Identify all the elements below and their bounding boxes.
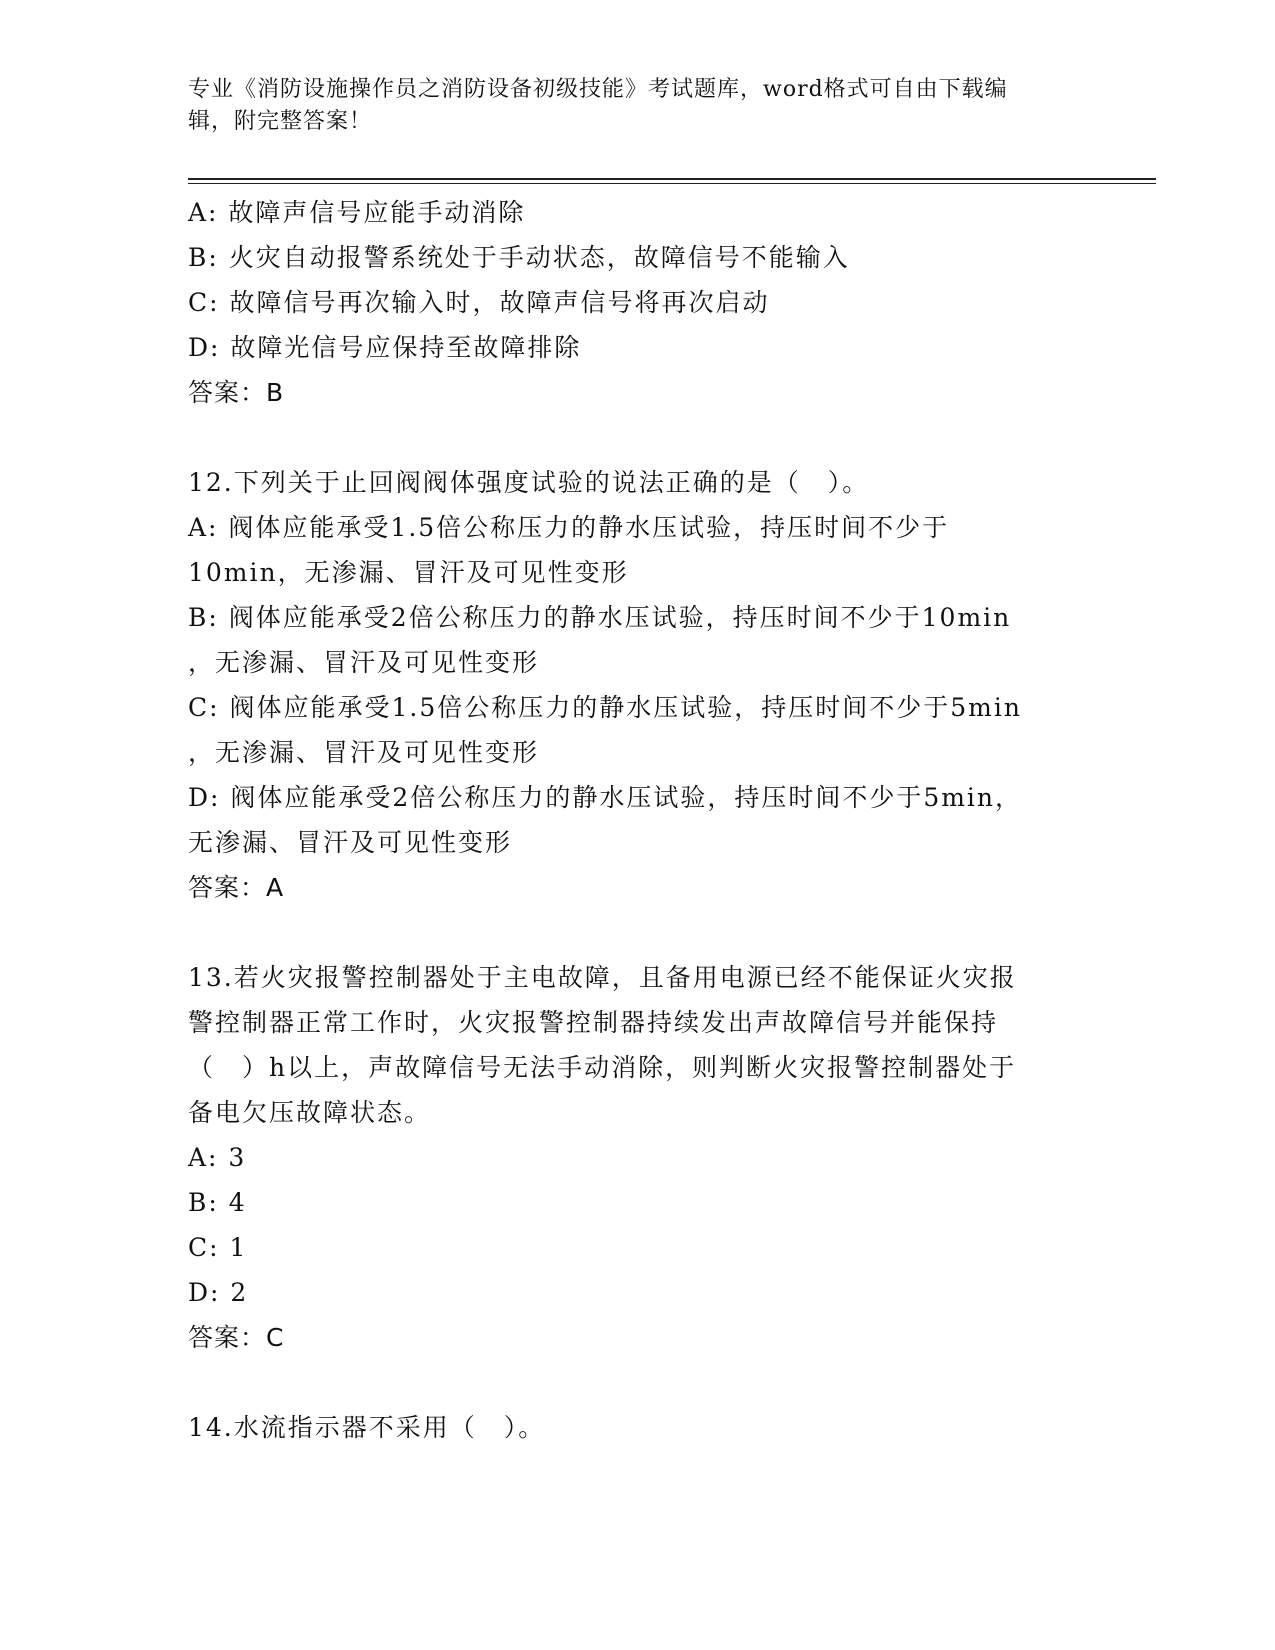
- question-stem-line-2: 警控制器正常工作时，火灾报警控制器持续发出声故障信号并能保持: [188, 1008, 999, 1037]
- spacer: [188, 415, 1088, 460]
- answer: 答案：B: [188, 378, 285, 407]
- header-rule-thin: [188, 183, 1156, 184]
- option-c: C: 1: [188, 1233, 248, 1262]
- option-d-line-1: D: 阀体应能承受2倍公称压力的静水压试验，持压时间不少于5min，: [188, 783, 1023, 812]
- question-stem: 14.水流指示器不采用（ ）。: [188, 1413, 546, 1442]
- option-d-line-2: 无渗漏、冒汗及可见性变形: [188, 828, 513, 857]
- option-c-line-2: ，无渗漏、冒汗及可见性变形: [188, 738, 540, 767]
- option-d: D: 故障光信号应保持至故障排除: [188, 333, 582, 362]
- spacer: [188, 910, 1088, 955]
- answer: 答案：C: [188, 1323, 285, 1352]
- option-b-line-2: ，无渗漏、冒汗及可见性变形: [188, 648, 540, 677]
- question-stem: 12.下列关于止回阀阀体强度试验的说法正确的是（ ）。: [188, 468, 870, 497]
- option-b: B: 火灾自动报警系统处于手动状态，故障信号不能输入: [188, 243, 850, 272]
- option-a: A: 3: [188, 1143, 247, 1172]
- question-11: [188, 190, 1088, 415]
- question-stem-line-3: （ ）h以上，声故障信号无法手动消除，则判断火灾报警控制器处于: [188, 1053, 1017, 1082]
- option-b: B: 4: [188, 1188, 247, 1217]
- option-c: C: 故障信号再次输入时，故障声信号将再次启动: [188, 288, 770, 317]
- header-line-1: 专业《消防设施操作员之消防设备初级技能》考试题库，word格式可自由下载编: [188, 77, 1008, 102]
- question-stem-line-1: 13.若火灾报警控制器处于主电故障，且备用电源已经不能保证火灾报: [188, 963, 1017, 992]
- option-a-line-1: A: 阀体应能承受1.5倍公称压力的静水压试验，持压时间不少于: [188, 513, 950, 542]
- spacer: [188, 1360, 1088, 1405]
- option-a-line-2: 10min，无渗漏、冒汗及可见性变形: [188, 558, 629, 587]
- question-stem-line-4: 备电欠压故障状态。: [188, 1098, 432, 1127]
- header-rule-thick: [188, 178, 1156, 180]
- option-a: A: 故障声信号应能手动消除: [188, 198, 526, 227]
- question-14: [188, 1405, 1088, 1450]
- document-header: [188, 74, 1068, 138]
- question-13: [188, 955, 1088, 1360]
- header-line-2: 辑，附完整答案！: [188, 109, 373, 134]
- option-d: D: 2: [188, 1278, 249, 1307]
- question-list: [188, 190, 1088, 1450]
- option-b-line-1: B: 阀体应能承受2倍公称压力的静水压试验，持压时间不少于10min: [188, 603, 1012, 632]
- option-c-line-1: C: 阀体应能承受1.5倍公称压力的静水压试验，持压时间不少于5min: [188, 693, 1022, 722]
- answer: 答案：A: [188, 873, 285, 902]
- question-12: [188, 460, 1088, 910]
